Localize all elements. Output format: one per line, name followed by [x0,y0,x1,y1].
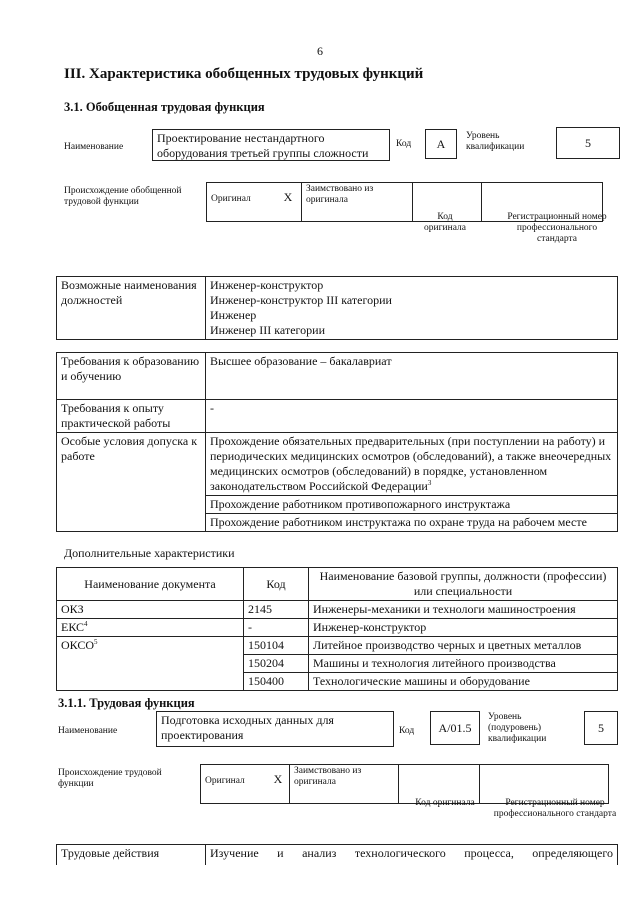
okso-name: Технологические машины и оборудование [309,673,618,691]
otf-level-label: Уровень квалификации [466,131,525,152]
experience-label: Требования к опыту практической работы [57,400,206,433]
positions-label: Возможные наименования должностей [57,277,206,340]
conditions-label: Особые условия допуска к работе [57,433,206,532]
condition-item: Прохождение работником инструктажа по охране труда на рабочем месте [206,514,618,532]
positions-table [56,276,618,340]
okz-code: 2145 [244,601,309,619]
tf-level-label: Уровень (подуровень) квалификации [488,712,547,744]
tf-original-cell: Оригинал [201,765,268,804]
okso-doc: ОКСО$^5$ [57,637,244,691]
additional-heading: Дополнительные характеристики [64,546,235,560]
position-item: Инженер-конструктор [210,278,324,292]
additional-table [56,567,618,691]
okz-name: Инженеры-механики и технологи машиностроения [309,601,618,619]
okso-code: 150204 [244,655,309,673]
position-item: Инженер [210,308,257,322]
experience-value: - [206,400,618,433]
col-doc-header: Наименование документа [57,568,244,601]
tf-original-mark: X [267,765,290,804]
otf-reg-number-label: Регистрационный номер профессионального стандарта [507,212,607,244]
tf-name-value: Подготовка исходных данных для проектирования [156,711,394,747]
positions-list [206,277,618,340]
okso-name: Машины и технология литейного производства [309,655,618,673]
tf-heading: 3.1.1. Трудовая функция [58,696,195,710]
page-number: 6 [317,44,323,58]
otf-code-original-label: Код оригинала [424,212,466,233]
condition-item: Прохождение работником противопожарного инструктажа [206,496,618,514]
tf-code-original-label: Код оригинала [415,798,475,808]
position-item: Инженер III категории [210,323,325,337]
actions-table [56,844,618,865]
eks-doc: ЕКС$^4$ [57,619,244,637]
otf-heading: 3.1. Обобщенная трудовая функция [64,100,265,114]
otf-borrowed-cell: Заимствовано из оригинала [302,183,413,222]
tf-origin-label: Происхождение трудовой функции [58,768,162,789]
education-label: Требования к образованию и обучению [57,353,206,400]
tf-level-value: 5 [584,711,618,745]
otf-name-label: Наименование [64,142,124,152]
requirements-table [56,352,618,532]
education-value: Высшее образование – бакалавриат [206,353,618,400]
otf-original-mark: X [275,183,302,222]
tf-borrowed-cell: Заимствовано из оригинала [290,765,399,804]
tf-name-label: Наименование [58,726,118,736]
okso-code: 150400 [244,673,309,691]
otf-name-value: Проектирование нестандартного оборудования третьей группы сложности [152,129,390,161]
position-item: Инженер-конструктор III категории [210,293,392,307]
actions-label: Трудовые действия [57,845,206,866]
condition-item: Прохождение обязательных предварительных (при поступлении на работу) и периодических медицинских осмотров (обследований), а также внеочередных медицинских осмотров (обследований) в порядке, установленном законодательством Российской Федерации$^3$ [206,433,618,496]
eks-name: Инженер-конструктор [309,619,618,637]
otf-code-value: А [425,129,457,159]
otf-code-label: Код [396,139,412,149]
section-title: III. Характеристика обобщенных трудовых функций [64,66,424,82]
tf-reg-number-label: Регистрационный номер профессионального стандарта [493,798,617,819]
col-code-header: Код [244,568,309,601]
eks-code: - [244,619,309,637]
col-name-header: Наименование базовой группы, должности (профессии) или специальности [309,568,618,601]
okso-name: Литейное производство черных и цветных металлов [309,637,618,655]
otf-origin-label: Происхождение обобщенной трудовой функции [64,186,182,207]
okso-code: 150104 [244,637,309,655]
actions-first-line: Изучение и анализ технологического процесса, определяющего [206,845,618,866]
tf-code-value: А/01.5 [430,711,480,745]
otf-original-cell: Оригинал [207,183,276,222]
okz-doc: ОКЗ [57,601,244,619]
tf-code-label: Код [399,726,415,736]
otf-level-value: 5 [556,127,620,159]
